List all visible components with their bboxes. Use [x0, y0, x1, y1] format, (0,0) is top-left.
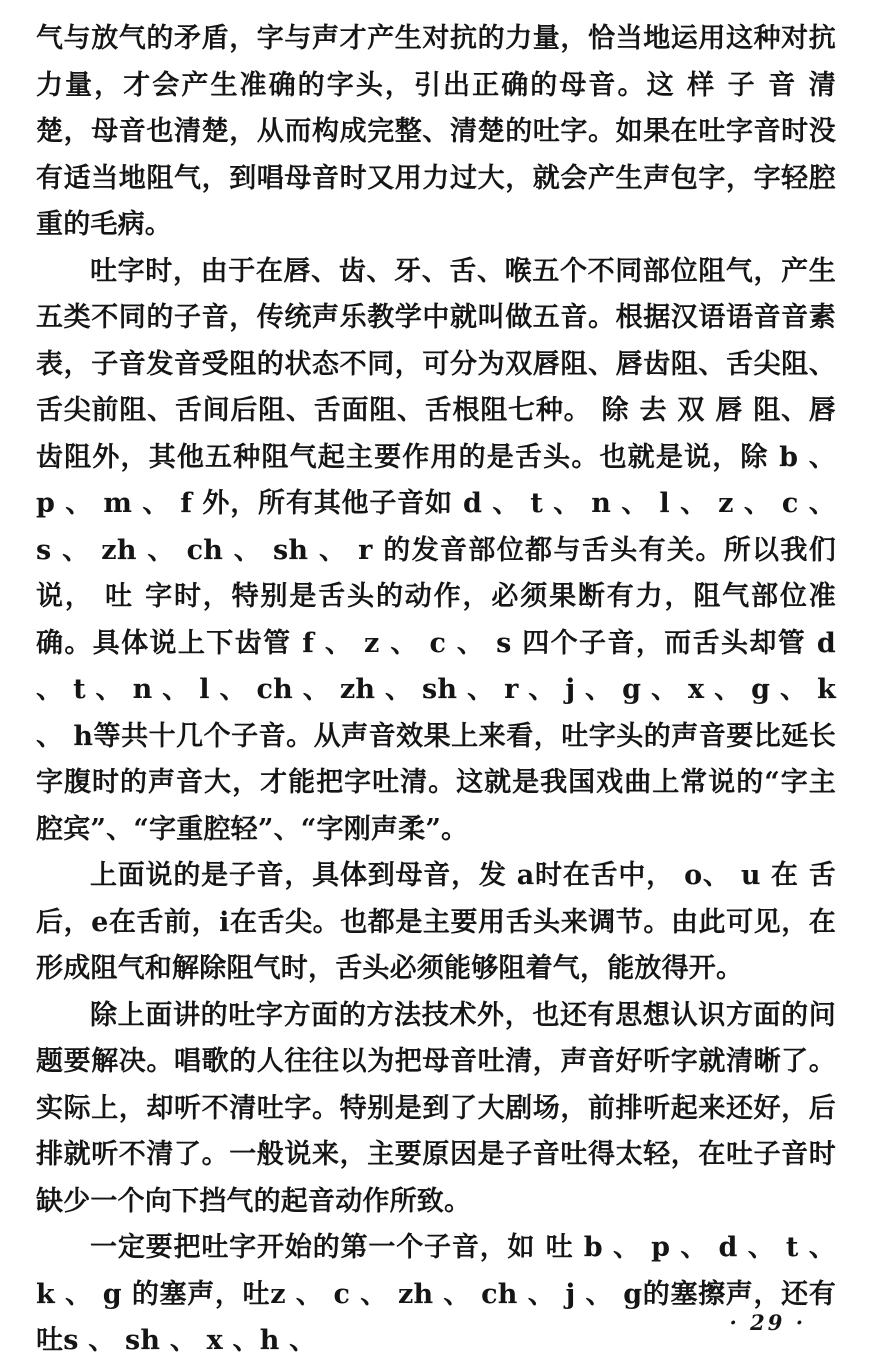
paragraph-vowels: 上面说的是子音，具体到母音，发 a时在舌中， o、 u 在 舌 后，e在舌前，i在舌尖。也都是主要用舌头来调节。由此可见，在形成阻气和解除阻气时，舌头必须能够阻着气，能放得开。: [36, 860, 836, 984]
paragraph-continuation: 气与放气的矛盾，字与声才产生对抗的力量，恰当地运用这种对抗力量，才会产生准确的字头，引出正确的母音。这 样 子 音 清 楚，母音也清楚，从而构成完整、清楚的吐字。如果在吐字音时没有适当地阻气，到唱母音时又用力过大，就会产生声包字，字轻腔重的毛病。: [36, 23, 836, 240]
paragraph-five-sounds: 吐字时，由于在唇、齿、牙、舌、喉五个不同部位阻气，产生五类不同的子音，传统声乐教学中就叫做五音。根据汉语语音音素表，子音发音受阻的状态不同，可分为双唇阻、唇齿阻、舌尖阻、舌尖前阻、舌间后阻、舌面阻、舌根阻七种。 除 去 双 唇 阻、唇齿阻外，其他五种阻气起主要作用的是舌头。也就是说，除 b 、 p 、 m 、 f 外，所有其他子音如 d 、 t 、 n 、 l 、 z 、 c 、 s 、 zh 、 ch 、 sh 、 r 的发音部位都与舌头有关。所以我们 说， 吐 字时，特别是舌头的动作，必须果断有力，阻气部位准确。具体说上下齿管 f 、 z 、 c 、 s 四个子音，而舌头却管 d 、 t 、 n 、 l 、 ch 、 zh 、 sh 、 r 、 j 、 g 、 x 、 g 、 k 、 h等共十几个子音。从声音效果上来看，吐字头的声音要比延长字腹时的声音大，才能把字吐清。这就是我国戏曲上常说的“字主腔宾”、“字重腔轻”、“字刚声柔”。: [36, 255, 836, 845]
body-text: [36, 16, 836, 1365]
paragraph-understanding: 除上面讲的吐字方面的方法技术外，也还有思想认识方面的问题要解决。唱歌的人往往以为把母音吐清，声音好听字就清晰了。实际上，却听不清吐字。特别是到了大剧场，前排听起来还好，后排就听不清了。一般说来，主要原因是子音吐得太轻，在吐子音时缺少一个向下挡气的起音动作所致。: [36, 999, 836, 1217]
page-number: · 29 ·: [729, 1310, 806, 1335]
paragraph-first-consonant: 一定要把吐字开始的第一个子音，如 吐 b 、 p 、 d 、 t 、 k 、 g 的塞声，吐z 、 c 、 zh 、 ch 、 j 、 g的塞擦声，还有吐s 、 sh 、 x 、h 、: [36, 1232, 836, 1356]
